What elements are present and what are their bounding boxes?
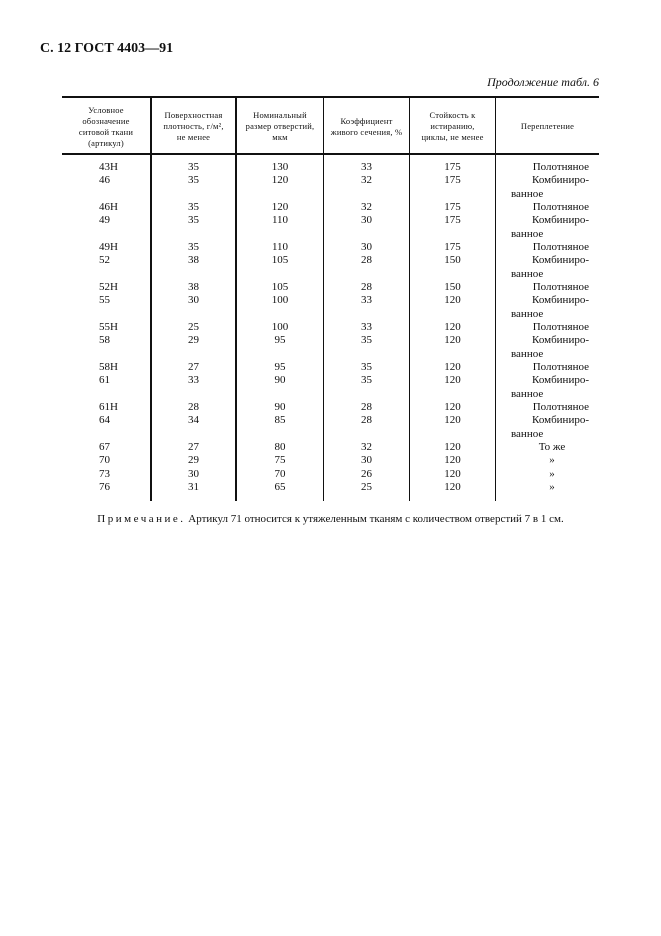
value-cell: 33 (361, 294, 372, 307)
value-cell: 35 (188, 240, 199, 253)
value-cell: 29 (188, 334, 199, 347)
weave-cell: Комбиниро- (532, 334, 589, 347)
value-cell: 26 (361, 467, 372, 480)
column-header: Поверхностная плотность, г/м², не менее (163, 110, 224, 142)
value-cell: 95 (274, 334, 286, 347)
value-cell: 33 (188, 374, 199, 387)
value-cell: 110 (271, 240, 289, 253)
value-cell: 120 (444, 320, 461, 333)
value-cell: 35 (188, 200, 199, 213)
value-cell: 38 (188, 254, 199, 267)
value-cell: 80 (274, 440, 286, 453)
value-cell: 120 (444, 294, 461, 307)
value-cell: 120 (444, 360, 461, 373)
weave-cell: Комбиниро- (532, 254, 589, 267)
value-cell: 25 (361, 480, 372, 493)
value-cell: 33 (361, 320, 372, 333)
value-cell: 28 (361, 254, 372, 267)
value-cell: 120 (444, 440, 461, 453)
page-title: С. 12 ГОСТ 4403—91 (40, 41, 174, 56)
weave-cell-continuation: ванное (511, 187, 544, 200)
article-cell: 43Н (99, 161, 118, 173)
weave-cell: То же (538, 440, 566, 453)
value-cell: 90 (274, 374, 286, 387)
table-top-border (62, 96, 599, 98)
value-cell: 120 (444, 334, 461, 347)
value-cell: 30 (361, 454, 372, 467)
value-cell: 110 (271, 214, 289, 227)
value-cell: 35 (188, 214, 199, 227)
value-cell: 35 (188, 174, 199, 187)
weave-cell: Комбиниро- (532, 174, 589, 187)
column-header: Условное обозначение ситовой ткани (артикул) (78, 104, 134, 148)
value-cell: 120 (271, 200, 289, 213)
value-cell: 90 (274, 400, 286, 413)
weave-cell-continuation: ванное (511, 267, 544, 280)
value-cell: 31 (188, 480, 199, 493)
weave-cell: Комбиниро- (532, 214, 589, 227)
column-divider (495, 97, 496, 501)
value-cell: 32 (361, 440, 372, 453)
value-cell: 30 (188, 467, 199, 480)
weave-cell: Комбиниро- (532, 374, 589, 387)
column-header: Стойкость к истиранию, циклы, не менее (421, 110, 484, 142)
value-cell: 75 (274, 454, 286, 467)
weave-cell: Полотняное (532, 360, 589, 373)
value-cell: 30 (361, 214, 372, 227)
value-cell: 35 (188, 161, 199, 173)
table-continuation-label: Продолжение табл. 6 (487, 75, 599, 89)
value-cell: 175 (444, 161, 461, 173)
weave-cell: » (549, 467, 555, 480)
value-cell: 70 (274, 467, 286, 480)
value-cell: 175 (444, 214, 461, 227)
value-cell: 120 (444, 400, 461, 413)
article-cell: 49 (99, 214, 110, 227)
article-cell: 46 (99, 174, 110, 187)
article-cell: 46Н (99, 200, 118, 213)
value-cell: 150 (444, 254, 461, 267)
weave-cell-continuation: ванное (511, 427, 544, 440)
value-cell: 120 (444, 467, 461, 480)
value-cell: 65 (274, 480, 286, 493)
weave-cell: » (549, 480, 555, 493)
value-cell: 34 (188, 414, 199, 427)
weave-cell-continuation: ванное (511, 307, 544, 320)
value-cell: 28 (361, 414, 372, 427)
value-cell: 35 (361, 374, 372, 387)
value-cell: 175 (444, 200, 461, 213)
value-cell: 35 (361, 334, 372, 347)
value-cell: 30 (188, 294, 199, 307)
value-cell: 105 (271, 280, 289, 293)
article-cell: 70 (99, 454, 110, 467)
note-label: Примечание. (97, 513, 186, 525)
value-cell: 35 (361, 360, 372, 373)
article-cell: 52Н (99, 280, 118, 293)
weave-cell: Комбиниро- (532, 414, 589, 427)
column-header: Номинальный размер отверстий, мкм (245, 110, 315, 142)
article-cell: 64 (99, 414, 110, 427)
article-cell: 52 (99, 254, 110, 267)
column-header: Коэффициент живого сечения, % (330, 115, 403, 137)
article-cell: 67 (99, 440, 110, 453)
weave-cell-continuation: ванное (511, 387, 544, 400)
article-cell: 73 (99, 467, 110, 480)
value-cell: 120 (444, 454, 461, 467)
value-cell: 100 (271, 320, 289, 333)
value-cell: 175 (444, 240, 461, 253)
value-cell: 32 (361, 200, 372, 213)
value-cell: 28 (361, 280, 372, 293)
value-cell: 150 (444, 280, 461, 293)
weave-cell: Комбиниро- (532, 294, 589, 307)
weave-cell: Полотняное (532, 240, 589, 253)
value-cell: 25 (188, 320, 199, 333)
article-cell: 61Н (99, 400, 118, 413)
value-cell: 27 (188, 440, 199, 453)
article-cell: 49Н (99, 240, 118, 253)
value-cell: 27 (188, 360, 199, 373)
note-text: Артикул 71 относится к утяжеленным тканям с количеством отверстий 7 в 1 см. (185, 513, 564, 525)
value-cell: 105 (271, 254, 289, 267)
weave-cell: Полотняное (532, 320, 589, 333)
value-cell: 100 (271, 294, 289, 307)
value-cell: 32 (361, 174, 372, 187)
weave-cell: Полотняное (532, 280, 589, 293)
article-cell: 76 (99, 480, 110, 493)
value-cell: 120 (444, 374, 461, 387)
weave-cell: Полотняное (532, 400, 589, 413)
article-cell: 55Н (99, 320, 118, 333)
weave-cell-continuation: ванное (511, 227, 544, 240)
value-cell: 28 (361, 400, 372, 413)
article-cell: 58 (99, 334, 110, 347)
table-note (0, 513, 661, 525)
article-cell: 58Н (99, 360, 118, 373)
value-cell: 29 (188, 454, 199, 467)
value-cell: 33 (361, 161, 372, 173)
weave-cell-continuation: ванное (511, 347, 544, 360)
column-header: Переплетение (520, 121, 575, 131)
weave-cell: » (549, 454, 555, 467)
value-cell: 130 (271, 161, 289, 173)
article-cell: 61 (99, 374, 110, 387)
weave-cell: Полотняное (532, 200, 589, 213)
value-cell: 175 (444, 174, 461, 187)
value-cell: 120 (444, 414, 461, 427)
value-cell: 30 (361, 240, 372, 253)
value-cell: 95 (274, 360, 286, 373)
value-cell: 120 (271, 174, 289, 187)
value-cell: 38 (188, 280, 199, 293)
value-cell: 28 (188, 400, 199, 413)
value-cell: 120 (444, 480, 461, 493)
value-cell: 85 (274, 414, 286, 427)
weave-cell: Полотняное (532, 161, 589, 173)
article-cell: 55 (99, 294, 110, 307)
